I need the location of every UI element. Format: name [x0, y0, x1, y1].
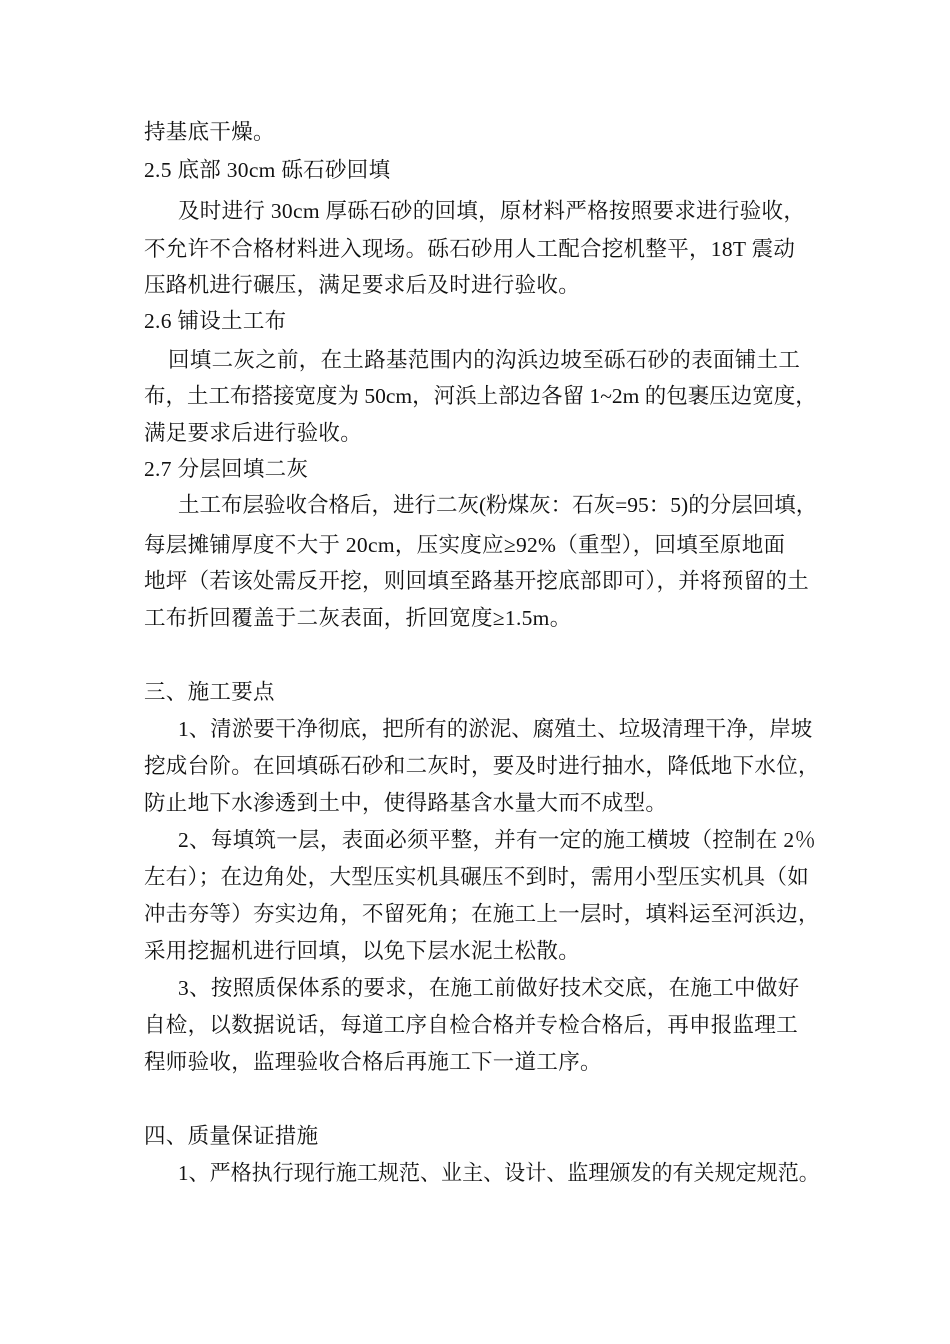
- paragraph-line: 自检，以数据说话，每道工序自检合格并专检合格后，再申报监理工: [144, 1013, 799, 1037]
- paragraph-line: 及时进行 30cm 厚砾石砂的回填，原材料严格按照要求进行验收，: [178, 199, 806, 223]
- paragraph-line: 满足要求后进行验收。: [144, 421, 363, 445]
- paragraph-line: 回填二灰之前，在土路基范围内的沟浜边坡至砾石砂的表面铺土工: [168, 348, 801, 372]
- paragraph-line: 采用挖掘机进行回填，以免下层水泥土松散。: [144, 939, 581, 963]
- paragraph-line: 冲击夯等）夯实边角，不留死角；在施工上一层时，填料运至河浜边，: [144, 902, 820, 926]
- paragraph-line: 挖成台阶。在回填砾石砂和二灰时，要及时进行抽水，降低地下水位，: [144, 754, 820, 778]
- paragraph-line: 不允许不合格材料进入现场。砾石砂用人工配合挖机整平，18T 震动: [144, 237, 796, 261]
- paragraph-line: 每层摊铺厚度不大于 20cm，压实度应≥92%（重型），回填至原地面: [144, 533, 786, 557]
- paragraph-line: 左右）；在边角处，大型压实机具碾压不到时，需用小型压实机具（如: [144, 865, 810, 889]
- chapter-heading: 四、质量保证措施: [144, 1124, 319, 1148]
- paragraph-line: 1、严格执行现行施工规范、业主、设计、监理颁发的有关规定规范。: [178, 1161, 820, 1185]
- section-heading: 2.7 分层回填二灰: [144, 457, 309, 481]
- chapter-heading: 三、施工要点: [144, 680, 275, 704]
- paragraph-line: 1、清淤要干净彻底，把所有的淤泥、腐殖土、垃圾清理干净，岸坡: [178, 717, 813, 741]
- paragraph-line: 2、每填筑一层，表面必须平整，并有一定的施工横坡（控制在 2％: [178, 828, 817, 852]
- paragraph-line: 地坪（若该处需反开挖，则回填至路基开挖底部即可），并将预留的土: [144, 569, 810, 593]
- paragraph-line: 压路机进行碾压，满足要求后及时进行验收。: [144, 273, 581, 297]
- paragraph-line: 防止地下水渗透到土中，使得路基含水量大而不成型。: [144, 791, 668, 815]
- paragraph-line: 持基底干燥。: [144, 120, 275, 144]
- paragraph-line: 程师验收，监理验收合格后再施工下一道工序。: [144, 1050, 602, 1074]
- paragraph-line: 布，土工布搭接宽度为 50cm，河浜上部边各留 1~2m 的包裹压边宽度，: [144, 384, 817, 408]
- paragraph-line: 工布折回覆盖于二灰表面，折回宽度≥1.5m。: [144, 606, 572, 630]
- paragraph-line: 3、按照质保体系的要求，在施工前做好技术交底，在施工中做好: [178, 976, 800, 1000]
- section-heading: 2.6 铺设土工布: [144, 309, 287, 333]
- paragraph-line: 土工布层验收合格后，进行二灰(粉煤灰：石灰=95：5)的分层回填，: [178, 493, 818, 517]
- section-heading: 2.5 底部 30cm 砾石砂回填: [144, 158, 391, 182]
